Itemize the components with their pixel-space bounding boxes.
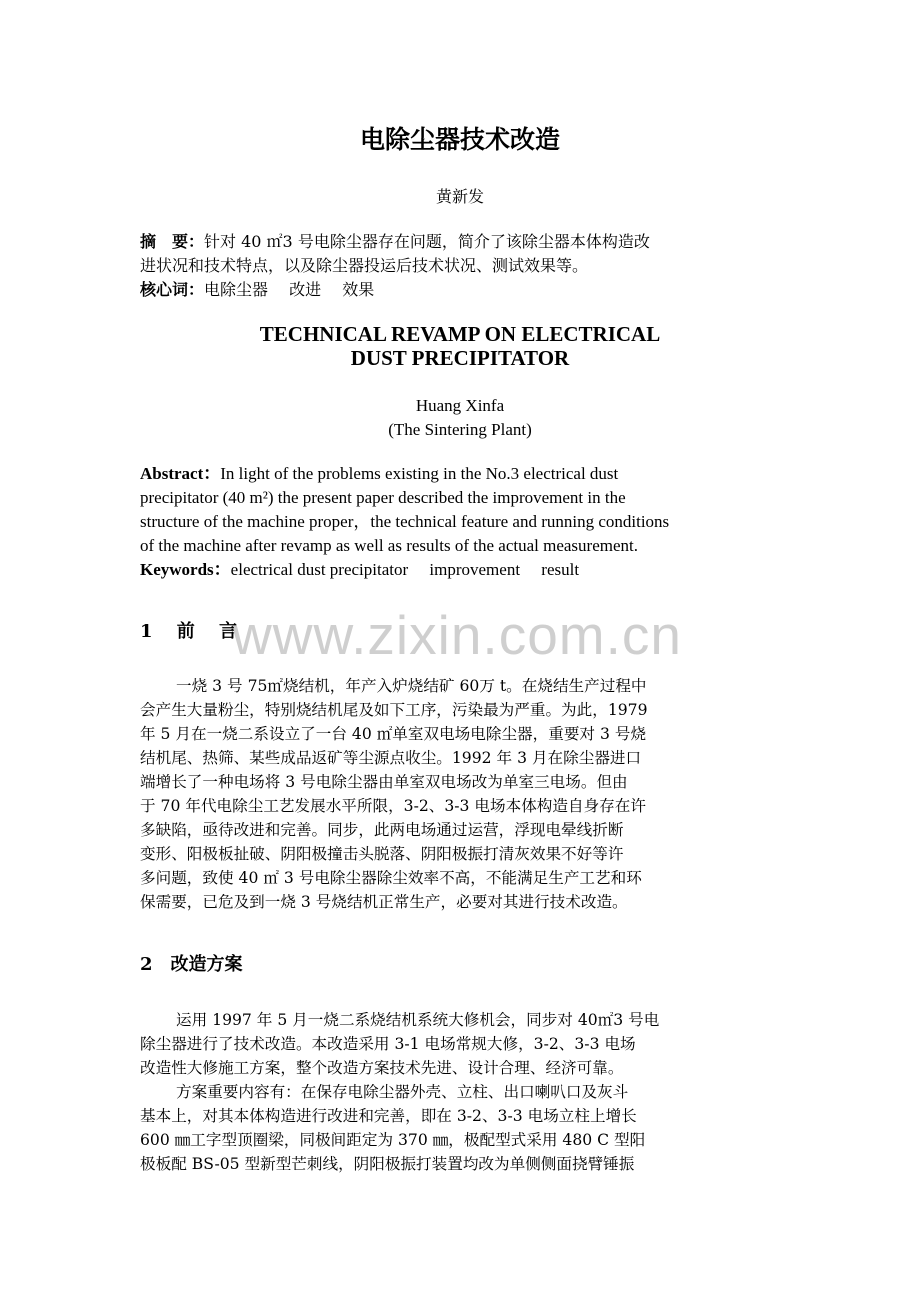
abstract-cn-line-2: 进状况和技术特点，以及除尘器投运后技术状况、测试效果等。 xyxy=(140,256,589,275)
abstract-en-line-3: structure of the machine proper，the technical feature and running conditions xyxy=(140,512,670,531)
section-2-para-1-line: 运用 1997 年 5 月一烧二系烧结机系统大修机会，同步对 40㎡3 号电 xyxy=(176,1011,660,1029)
section-1-line: 一烧 3 号 75㎡烧结机，年产入炉烧结矿 60万 t。在烧结生产过程中 xyxy=(176,677,647,695)
abstract-en-line-2: precipitator (40 m²) the present paper described the improvement in the xyxy=(140,488,626,507)
section-1-line: 结机尾、热筛、某些成品返矿等尘源点收尘。1992 年 3 月在除尘器进口 xyxy=(140,749,642,767)
section-1-line: 年 5 月在一烧二系设立了一台 40 ㎡单室双电场电除尘器，重要对 3 号烧 xyxy=(140,725,647,743)
abstract-cn-label: 摘 要： xyxy=(140,232,205,251)
keywords-cn-label: 核心词： xyxy=(140,280,205,299)
section-1-line: 变形、阳极板扯破、阴阳极撞击头脱落、阴阳极振打清灰效果不好等许 xyxy=(140,845,624,863)
section-2-heading: 2 改造方案 xyxy=(140,954,243,975)
section-2-para-2-line: 极板配 BS-05 型新型芒刺线，阴阳极振打装置均改为单侧侧面挠臂锤振 xyxy=(140,1155,635,1173)
english-title-line-1: TECHNICAL REVAMP ON ELECTRICAL xyxy=(259,322,661,346)
english-affiliation: (The Sintering Plant) xyxy=(388,420,532,439)
section-1-line: 保需要，已危及到一烧 3 号烧结机正常生产，必要对其进行技术改造。 xyxy=(140,893,628,911)
section-2-para-1-line: 改造性大修施工方案，整个改造方案技术先进、设计合理、经济可靠。 xyxy=(140,1059,624,1077)
page-title: 电除尘器技术改造 xyxy=(359,125,560,154)
section-1-line: 会产生大量粉尘，特别烧结机尾及如下工序，污染最为严重。为此，1979 xyxy=(140,701,648,719)
abstract-en-label: Abstract： xyxy=(140,464,221,483)
english-title-line-2: DUST PRECIPITATOR xyxy=(350,346,570,370)
abstract-cn-text: 针对 40 ㎡3 号电除尘器存在问题，简介了该除尘器本体构造改 xyxy=(204,232,650,251)
keywords-cn xyxy=(140,278,374,302)
section-1-heading: 1 前 言 xyxy=(140,621,238,642)
section-1-line: 多缺陷，亟待改进和完善。同步，此两电场通过运营，浮现电晕线折断 xyxy=(140,821,624,839)
abstract-cn-line-1 xyxy=(140,230,650,254)
section-2-para-1-line: 除尘器进行了技术改造。本改造采用 3-1 电场常规大修，3-2、3-3 电场 xyxy=(140,1035,636,1053)
english-author: Huang Xinfa xyxy=(415,396,505,415)
section-1-line: 多问题，致使 40 ㎡ 3 号电除尘器除尘效率不高，不能满足生产工艺和环 xyxy=(140,869,642,887)
section-2-para-2-line: 600 ㎜工字型顶圈梁，同极间距定为 370 ㎜，极配型式采用 480 C 型阳 xyxy=(140,1131,646,1149)
abstract-en-line-4: of the machine after revamp as well as results of the actual measurement. xyxy=(140,536,638,555)
author-name: 黄新发 xyxy=(435,187,484,206)
abstract-en-text: In light of the problems existing in the No.3 electrical dust xyxy=(220,464,619,483)
keywords-en-label: Keywords： xyxy=(140,560,231,579)
keywords-en xyxy=(140,558,579,582)
abstract-en-line-1 xyxy=(140,462,618,486)
keywords-cn-value: 电除尘器 改进 效果 xyxy=(204,280,375,299)
section-2-para-2-line: 方案重要内容有：在保存电除尘器外壳、立柱、出口喇叭口及灰斗 xyxy=(176,1083,629,1101)
section-1-line: 于 70 年代电除尘工艺发展水平所限，3-2、3-3 电场本体构造自身存在许 xyxy=(140,797,646,815)
watermark: www.zixin.com.cn xyxy=(232,604,682,666)
section-2-para-2-line: 基本上，对其本体构造进行改进和完善，即在 3-2、3-3 电场立柱上增长 xyxy=(140,1107,637,1125)
keywords-en-value: electrical dust precipitator improvement result xyxy=(230,560,580,579)
section-1-line: 端增长了一种电场将 3 号电除尘器由单室双电场改为单室三电场。但由 xyxy=(140,773,628,791)
